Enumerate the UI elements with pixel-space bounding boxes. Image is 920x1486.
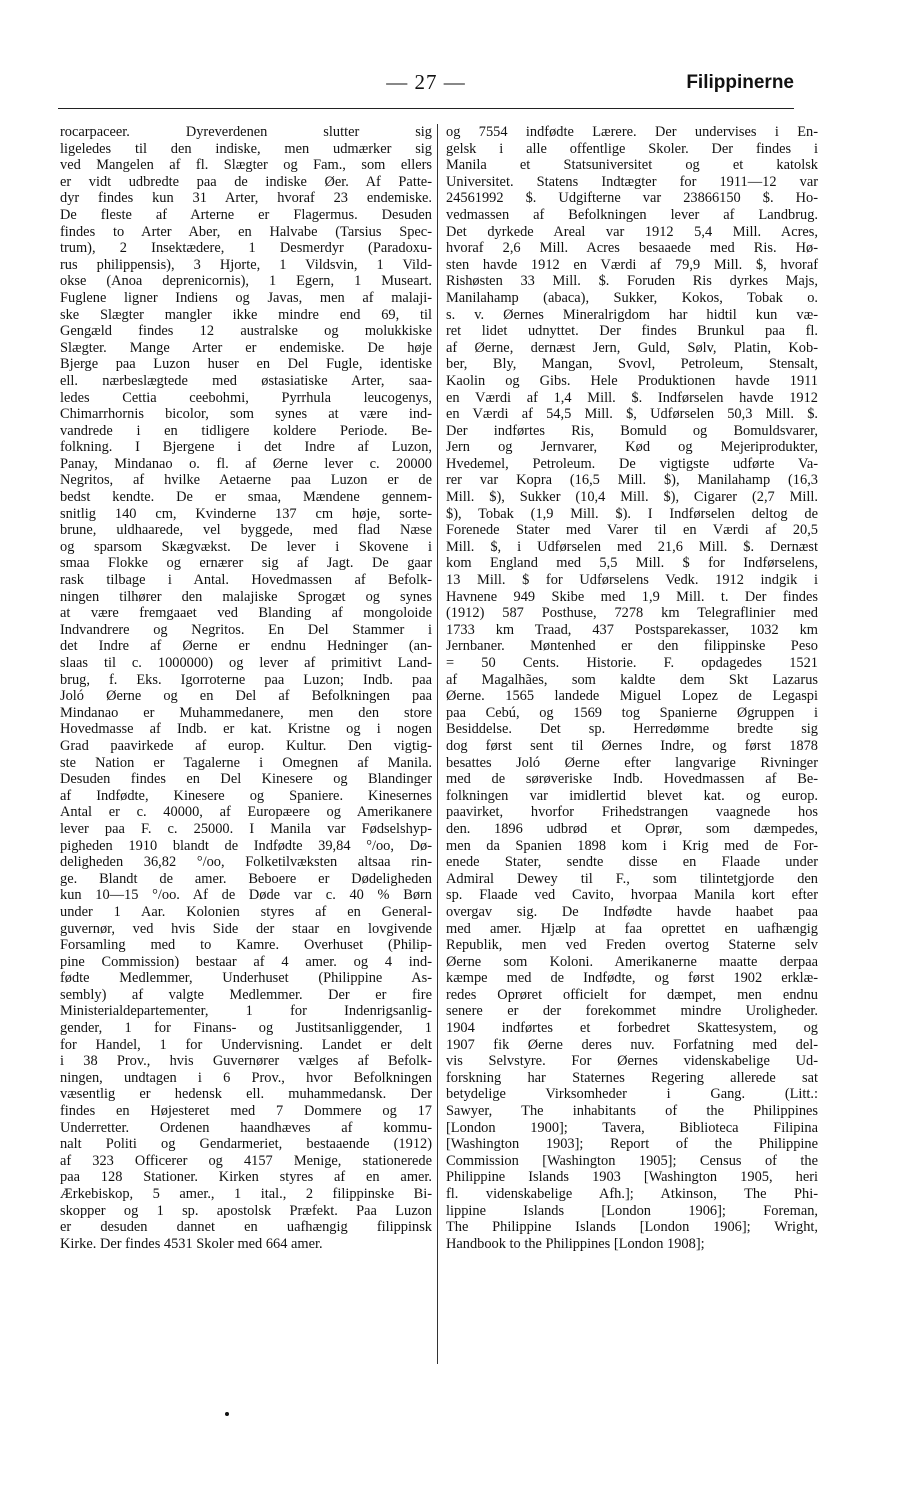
- text-line: Forenede Stater med Varer til en Værdi af 20,5: [446, 522, 818, 539]
- text-line: vis Selvstyre. For Øernes videnskabelige Ud-: [446, 1053, 818, 1070]
- text-line: ber, Bly, Mangan, Svovl, Petroleum, Stensalt,: [446, 356, 818, 373]
- text-line: af Øerne, dernæst Jern, Guld, Sølv, Platin, Kob-: [446, 339, 818, 356]
- text-line: Hvedemel, Petroleum. De vigtigste udførte Va-: [446, 455, 818, 472]
- right-text-column: [446, 124, 818, 1252]
- left-text-column: [60, 124, 432, 1252]
- text-line: Ærkebiskop, 5 amer., 1 ital., 2 filippinske Bi-: [60, 1186, 432, 1202]
- text-line: bedst kendte. De er smaa, Mændene gennem-: [60, 489, 432, 506]
- text-line: Commission [Washington 1905]; Census of the: [446, 1152, 818, 1169]
- text-line: 24561992 $. Udgifterne var 23866150 $. Ho-: [446, 190, 818, 207]
- text-line: af Indfødte, Kinesere og Spaniere. Kinesernes: [60, 787, 432, 804]
- text-line: [London 1900]; Tavera, Biblioteca Filipina: [446, 1119, 818, 1136]
- text-line: Havnene 949 Skibe med 1,9 Mill. t. Der findes: [446, 588, 818, 605]
- text-line: rask tilbage i Antal. Hovedmassen af Befolk-: [60, 572, 432, 589]
- text-line: Indvandrere og Negritos. En Del Stammer i: [60, 621, 432, 638]
- text-line: Mindanao er Muhammedanere, men den store: [60, 704, 432, 721]
- text-line: Manilahamp (abaca), Sukker, Kokos, Tobak o.: [446, 289, 818, 306]
- text-line: 13 Mill. $ for Udførselens Vedk. 1912 indgik i: [446, 572, 818, 589]
- text-line: Forsamling med to Kamre. Overhuset (Philip-: [60, 937, 432, 954]
- text-line: Gengæld findes 12 australske og molukkiske: [60, 323, 432, 340]
- text-line: kun 10—15 °/oo. Af de Døde var c. 40 % Børn: [60, 887, 432, 904]
- text-line: Mill. $), Sukker (10,4 Mill. $), Cigarer (2,7 Mill.: [446, 489, 818, 506]
- text-line: Ministerialdepartementer, 1 for Indenrigsanlig-: [60, 1003, 432, 1020]
- text-line: Fuglene ligner Indiens og Javas, men af malaji-: [60, 289, 432, 306]
- text-line: ledes Cettia ceebohmi, Pyrrhula leucogenys,: [60, 389, 432, 406]
- text-line: det Indre af Øerne er endnu Hedninger (an-: [60, 638, 432, 655]
- text-line: enede Stater, sendte disse en Flaade under: [446, 854, 818, 871]
- text-line: snitlig 140 cm, Kvinderne 137 cm høje, sorte-: [60, 505, 432, 522]
- text-line: folkningen var imidlertid blevet kat. og europ.: [446, 787, 818, 804]
- text-line: vedmassen af Befolkningen lever af Landbrug.: [446, 206, 818, 223]
- text-line: okse (Anoa deprenicornis), 1 Egern, 1 Museart.: [60, 273, 432, 290]
- text-line: Chimarrhornis bicolor, som synes at være ind-: [60, 406, 432, 423]
- text-line: Hovedmasse af Indb. er kat. Kristne og i nogen: [60, 721, 432, 738]
- text-line: brune, uldhaarede, vel byggede, med flad Næse: [60, 522, 432, 539]
- text-line: er vidt udbredte paa de indiske Øer. Af Patte-: [60, 173, 432, 190]
- text-line: af 323 Officerer og 4157 Menige, stationerede: [60, 1152, 432, 1169]
- text-line: ske Slægter mangler ikke mindre end 69, til: [60, 306, 432, 323]
- text-line: [Washington 1903]; Report of the Philippine: [446, 1136, 818, 1153]
- text-line: gender, 1 for Finans- og Justitsanliggender, 1: [60, 1020, 432, 1037]
- text-line: Kirke. Der findes 4531 Skoler med 664 amer.: [60, 1235, 323, 1252]
- text-line: Panay, Mindanao o. fl. af Øerne lever c. 20000: [60, 455, 432, 472]
- text-line: ligeledes til den indiske, men udmærker sig: [60, 140, 432, 157]
- text-line: kæmpe med de Indfødte, og først 1902 erklæ-: [446, 970, 818, 987]
- text-line: kom England med 5,5 Mill. $ for Indførselens,: [446, 555, 818, 572]
- text-line: en Værdi af 1,4 Mill. $. Indførselen havde 1912: [446, 389, 818, 406]
- text-line: ved Mangelen af fl. Slægter og Fam., som ellers: [60, 157, 432, 174]
- text-line: sten havde 1912 en Værdi af 79,9 Mill. $, hvoraf: [446, 256, 818, 273]
- page-header: [58, 64, 794, 104]
- text-line: $), Tobak (1,9 Mill. $). I Indførselen deltog de: [446, 505, 818, 522]
- running-title: Filippinerne: [686, 72, 794, 93]
- text-line: nalt Politi og Gendarmeriet, bestaaende (1912): [60, 1136, 432, 1153]
- text-line: ell. nærbeslægtede med østasiatiske Arter, saa-: [60, 372, 432, 389]
- text-line: ge. Blandt de amer. Beboere er Dødeligheden: [60, 870, 432, 887]
- text-line: paa Cebú, og 1569 tog Spanierne Øgruppen i: [446, 704, 818, 721]
- text-line: trum), 2 Insektædere, 1 Desmerdyr (Paradoxu-: [60, 240, 432, 257]
- text-line: Universitet. Statens Indtægter for 1911—12 var: [446, 173, 818, 190]
- text-line: Slægter. Mange Arter er endemiske. De høje: [60, 339, 432, 356]
- text-line: væsentlig er hedensk ell. muhammedansk. Der: [60, 1086, 432, 1103]
- text-line: forskning har Staternes Regering allerede sat: [446, 1069, 818, 1086]
- text-line: for Handel, 1 for Undervisning. Landet er delt: [60, 1036, 432, 1053]
- text-line: Det dyrkede Areal var 1912 5,4 Mill. Acres,: [446, 223, 818, 240]
- text-line: ret lidet udnyttet. Der findes Brunkul paa fl.: [446, 323, 818, 340]
- print-speck: [225, 1412, 229, 1416]
- text-line: pine Commission) bestaar af 4 amer. og 4 ind-: [60, 953, 432, 970]
- text-line: besattes Joló Øerne efter langvarige Rivninger: [446, 754, 818, 771]
- text-line: betydelige Virksomheder i Gang. (Litt.:: [446, 1086, 818, 1103]
- page-number: — 27 —: [386, 70, 466, 94]
- text-line: pigheden 1910 blandt de Indfødte 39,84 °/oo, Dø-: [60, 837, 432, 854]
- text-line: s. v. Øernes Mineralrigdom har hidtil kun væ-: [446, 306, 818, 323]
- text-line: rocarpaceer. Dyreverdenen slutter sig: [60, 124, 432, 140]
- text-line: gelsk i alle offentlige Skoler. Der findes i: [446, 140, 818, 157]
- text-line: er desuden dannet en uafhængig filippinsk: [60, 1219, 432, 1236]
- text-line: med amer. Hjælp at faa oprettet en uafhængig: [446, 920, 818, 937]
- text-line: fl. videnskabelige Afh.]; Atkinson, The Phi-: [446, 1186, 818, 1202]
- text-line: ste Nation er Tagalerne i Omegnen af Manila.: [60, 754, 432, 771]
- text-line: Besiddelse. Det sp. Herredømme bredte sig: [446, 721, 818, 738]
- text-line: Der indførtes Ris, Bomuld og Bomuldsvarer,: [446, 422, 818, 439]
- text-line: sembly) af valgte Medlemmer. Der er fire: [60, 986, 432, 1003]
- text-line: fødte Medlemmer, Underhuset (Philippine As-: [60, 970, 432, 987]
- text-line: redes Oprøret officielt for dæmpet, men endnu: [446, 986, 818, 1003]
- text-line: deligheden 36,82 °/oo, Folketilvæksten altsaa rin-: [60, 854, 432, 871]
- text-line: senere er der forekommet mindre Uroligheder.: [446, 1003, 818, 1020]
- text-line: Øerne. 1565 landede Miguel Lopez de Legaspi: [446, 688, 818, 705]
- text-line: 1733 km Traad, 437 Postsparekasser, 1032 km: [446, 621, 818, 638]
- text-line: brug, f. Eks. Igorroterne paa Luzon; Indb. paa: [60, 671, 432, 688]
- text-line: at være fremgaaet ved Blanding af mongoloide: [60, 605, 432, 622]
- text-line: Joló Øerne og en Del af Befolkningen paa: [60, 688, 432, 705]
- text-line: Sawyer, The inhabitants of the Philippines: [446, 1103, 818, 1120]
- text-line: Negritos, af hvilke Aetaerne paa Luzon er de: [60, 472, 432, 489]
- text-line: under 1 Aar. Kolonien styres af en General-: [60, 903, 432, 920]
- text-line: i 38 Prov., hvis Guvernører vælges af Befolk-: [60, 1053, 432, 1070]
- text-line: Øerne som Koloni. Amerikanerne maatte derpaa: [446, 953, 818, 970]
- text-line: ningen tilhører den malajiske Sprogæt og synes: [60, 588, 432, 605]
- text-line: Manila et Statsuniversitet og et katolsk: [446, 157, 818, 174]
- text-line: med de sørøveriske Indb. Hovedmassen af Be-: [446, 771, 818, 788]
- text-line: smaa Flokke og ernærer sig af Jagt. De gaar: [60, 555, 432, 572]
- text-line: Rishøsten 33 Mill. $. Foruden Ris dyrkes Majs,: [446, 273, 818, 290]
- text-line: Jernbaner. Møntenhed er den filippinske Peso: [446, 638, 818, 655]
- text-line: dog først sent til Øernes Indre, og først 1878: [446, 737, 818, 754]
- text-line: en Værdi af 54,5 Mill. $, Udførselen 50,3 Mill. $.: [446, 406, 818, 423]
- text-line: Kaolin og Gibs. Hele Produktionen havde 1911: [446, 372, 818, 389]
- text-line: Philippine Islands 1903 [Washington 1905, heri: [446, 1169, 818, 1186]
- text-line: paa 128 Stationer. Kirken styres af en amer.: [60, 1169, 432, 1186]
- text-line: Handbook to the Philippines [London 1908];: [446, 1235, 705, 1252]
- text-line: (1912) 587 Posthuse, 7278 km Telegraflinier med: [446, 605, 818, 622]
- text-line: men da Spanien 1898 kom i Krig med de For-: [446, 837, 818, 854]
- text-line: guvernør, ved hvis Side der staar en lovgivende: [60, 920, 432, 937]
- text-line: = 50 Cents. Historie. F. opdagedes 1521: [446, 655, 818, 671]
- text-line: 1907 fik Øerne deres nuv. Forfatning med del-: [446, 1036, 818, 1053]
- text-line: skopper og 1 sp. apostolsk Præfekt. Paa Luzon: [60, 1202, 432, 1219]
- text-line: rer var Kopra (16,5 Mill. $), Manilahamp (16,3: [446, 472, 818, 489]
- text-line: Antal er c. 40000, af Europæere og Amerikanere: [60, 804, 432, 821]
- header-rule: [58, 108, 794, 109]
- text-line: The Philippine Islands [London 1906]; Wright,: [446, 1219, 818, 1236]
- column-divider: [437, 124, 438, 1364]
- text-line: De fleste af Arterne er Flagermus. Desuden: [60, 206, 432, 223]
- text-line: Republik, men ved Freden overtog Staterne selv: [446, 937, 818, 954]
- text-line: og 7554 indfødte Lærere. Der undervises i En-: [446, 124, 818, 140]
- text-line: Underretter. Ordenen haandhæves af kommu-: [60, 1119, 432, 1136]
- text-line: dyr findes kun 31 Arter, hvoraf 23 endemiske.: [60, 190, 432, 207]
- text-line: den. 1896 udbrød et Oprør, som dæmpedes,: [446, 820, 818, 837]
- text-line: 1904 indførtes et forbedret Skattesystem, og: [446, 1020, 818, 1037]
- text-line: Desuden findes en Del Kinesere og Blandinger: [60, 771, 432, 788]
- text-line: findes to Arter Aber, en Halvabe (Tarsius Spec-: [60, 223, 432, 240]
- text-line: vandrede i en tidligere koldere Periode. Be-: [60, 422, 432, 439]
- text-line: og sparsom Skægvækst. De lever i Skovene i: [60, 538, 432, 555]
- text-line: paavirket, hvorfor Frihedstrangen vaagnede hos: [446, 804, 818, 821]
- text-line: af Magalhães, som kaldte dem Skt Lazarus: [446, 671, 818, 688]
- text-line: Grad paavirkede af europ. Kultur. Den vigtig-: [60, 737, 432, 754]
- text-line: Mill. $, i Udførselen med 21,6 Mill. $. Dernæst: [446, 538, 818, 555]
- text-line: Admiral Dewey til F., som tilintetgjorde den: [446, 870, 818, 887]
- text-line: Jern og Jernvarer, Kød og Mejeriprodukter,: [446, 439, 818, 456]
- text-line: rus philippensis), 3 Hjorte, 1 Vildsvin, 1 Vild-: [60, 256, 432, 273]
- text-line: lippine Islands [London 1906]; Foreman,: [446, 1202, 818, 1219]
- text-line: slaas til c. 1000000) og lever af primitivt Land-: [60, 655, 432, 671]
- text-line: folkning. I Bjergene i det Indre af Luzon,: [60, 439, 432, 456]
- text-line: lever paa F. c. 25000. I Manila var Fødselshyp-: [60, 820, 432, 837]
- text-line: hvoraf 2,6 Mill. Acres besaaede med Ris. Hø-: [446, 240, 818, 257]
- text-line: findes en Højesteret med 7 Dommere og 17: [60, 1103, 432, 1120]
- text-line: Bjerge paa Luzon huser en Del Fugle, identiske: [60, 356, 432, 373]
- text-line: overgav sig. De Indfødte havde haabet paa: [446, 903, 818, 920]
- text-line: sp. Flaade ved Cavito, hvorpaa Manila kort efter: [446, 887, 818, 904]
- text-line: ningen, undtagen i 6 Prov., hvor Befolkningen: [60, 1069, 432, 1086]
